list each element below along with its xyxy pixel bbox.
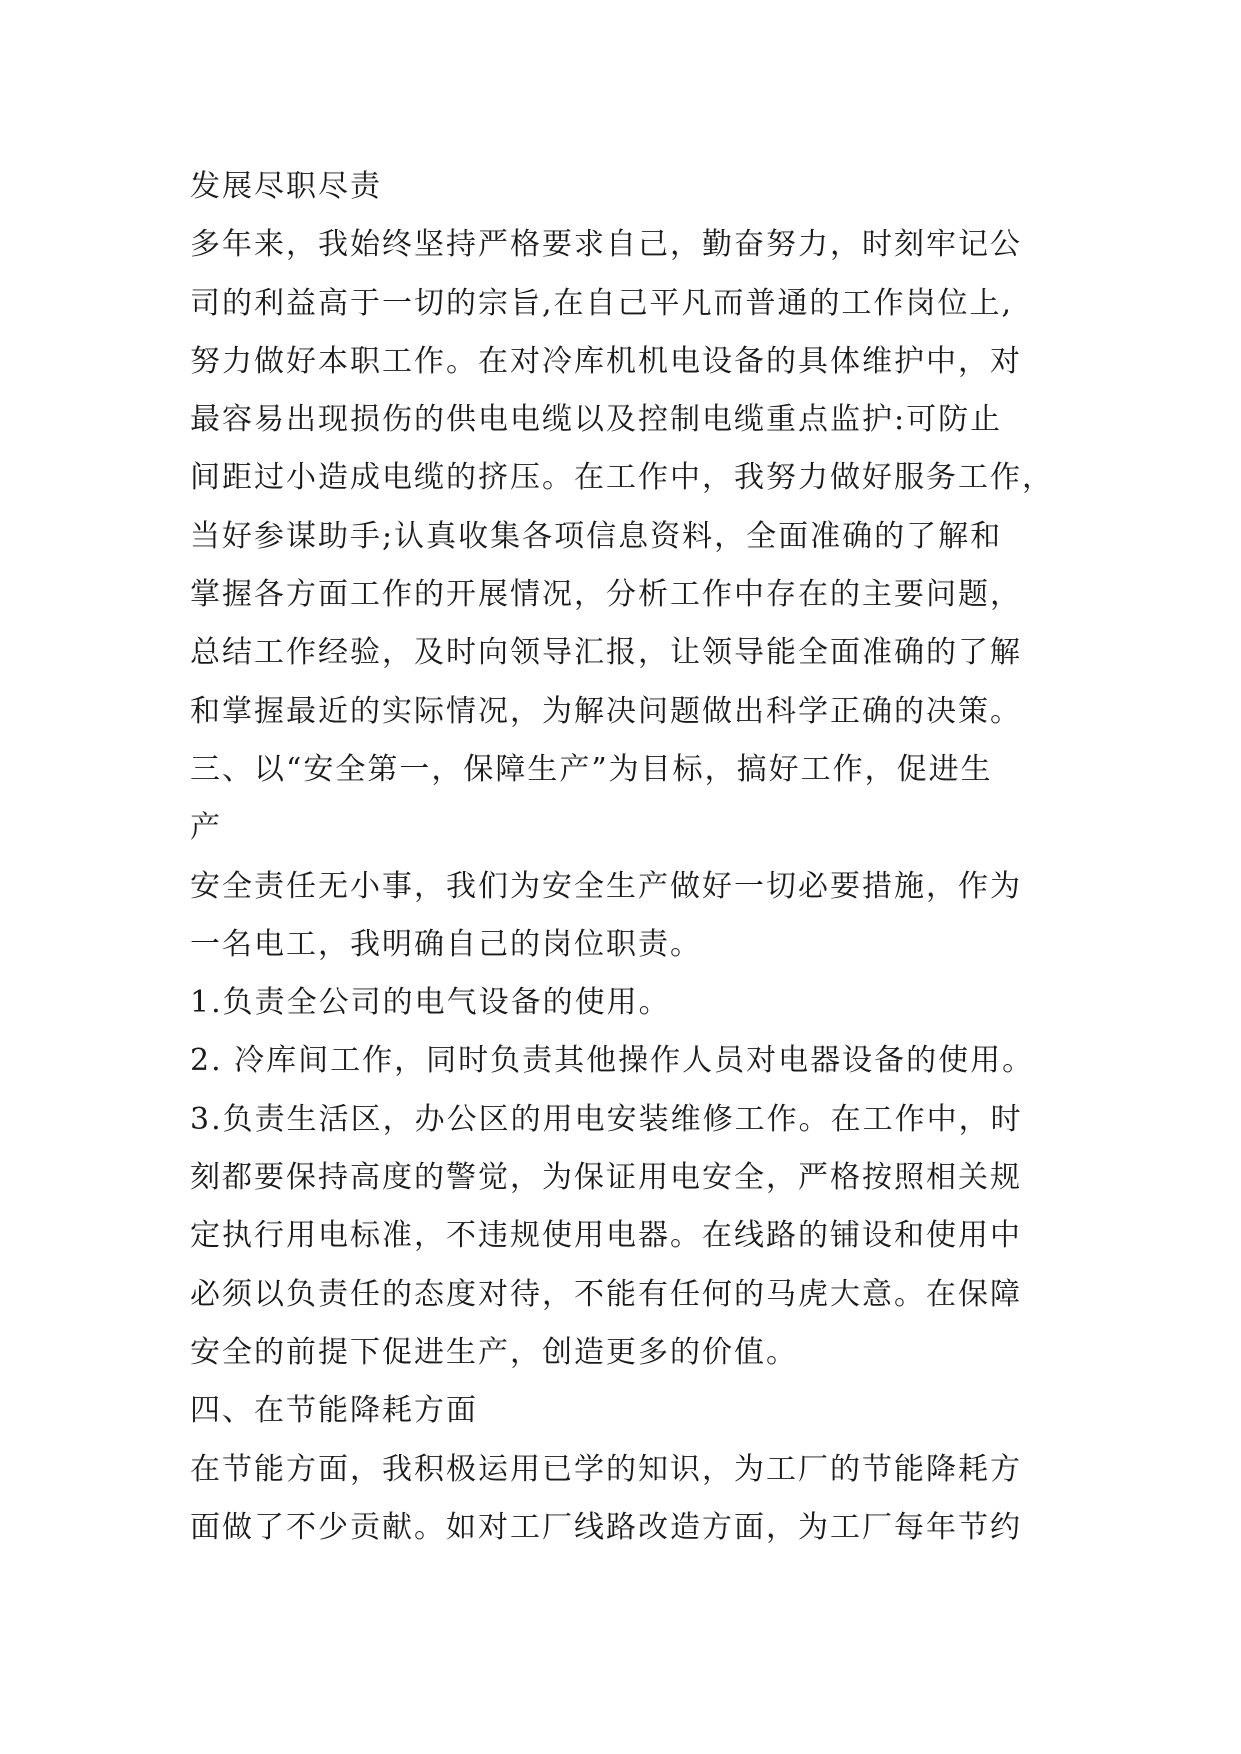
text-line: 掌握各方面工作的开展情况，分析工作中存在的主要问题， xyxy=(190,577,1022,613)
text-line: 一名电工，我明确自己的岗位职责。 xyxy=(190,926,702,962)
list-item: 1.负责全公司的电气设备的使用。 xyxy=(190,985,671,1021)
body-text xyxy=(190,158,1090,1557)
text-line: 定执行用电标准，不违规使用电器。在线路的铺设和使用中 xyxy=(190,1218,1022,1254)
section-heading: 四、在节能降耗方面 xyxy=(190,1393,478,1429)
list-item: 2. 冷库间工作，同时负责其他操作人员对电器设备的使用。 xyxy=(190,1043,1035,1079)
text-line: 最容易出现损伤的供电电缆以及控制电缆重点监护:可防止 xyxy=(190,402,1003,438)
text-line: 努力做好本职工作。在对冷库机机电设备的具体维护中，对 xyxy=(190,343,1022,379)
text-line: 司的利益高于一切的宗旨,在自己平凡而普通的工作岗位上, xyxy=(190,285,1014,321)
text-line: 间距过小造成电缆的挤压。在工作中，我努力做好服务工作， xyxy=(190,460,1054,496)
text-line: 总结工作经验，及时向领导汇报，让领导能全面准确的了解 xyxy=(190,635,1022,671)
text-line: 当好参谋助手;认真收集各项信息资料，全面准确的了解和 xyxy=(190,518,1003,554)
text-line: 在节能方面，我积极运用已学的知识，为工厂的节能降耗方 xyxy=(190,1451,1022,1487)
section-heading: 三、以“安全第一，保障生产”为目标，搞好工作，促进生 xyxy=(190,751,993,787)
text-line: 和掌握最近的实际情况，为解决问题做出科学正确的决策。 xyxy=(190,693,1022,729)
text-line: 必须以负责任的态度对待，不能有任何的马虎大意。在保障 xyxy=(190,1276,1022,1312)
text-line: 安全责任无小事，我们为安全生产做好一切必要措施，作为 xyxy=(190,868,1022,904)
text-line: 刻都要保持高度的警觉，为保证用电安全，严格按照相关规 xyxy=(190,1160,1022,1196)
text-line: 安全的前提下促进生产，创造更多的价值。 xyxy=(190,1334,798,1370)
text-line: 多年来，我始终坚持严格要求自己，勤奋努力，时刻牢记公 xyxy=(190,227,1022,263)
list-item: 3.负责生活区，办公区的用电安装维修工作。在工作中，时 xyxy=(190,1101,1023,1137)
text-line: 面做了不少贡献。如对工厂线路改造方面，为工厂每年节约 xyxy=(190,1509,1022,1545)
text-line: 发展尽职尽责 xyxy=(190,169,382,204)
section-heading-continued: 产 xyxy=(190,810,222,846)
